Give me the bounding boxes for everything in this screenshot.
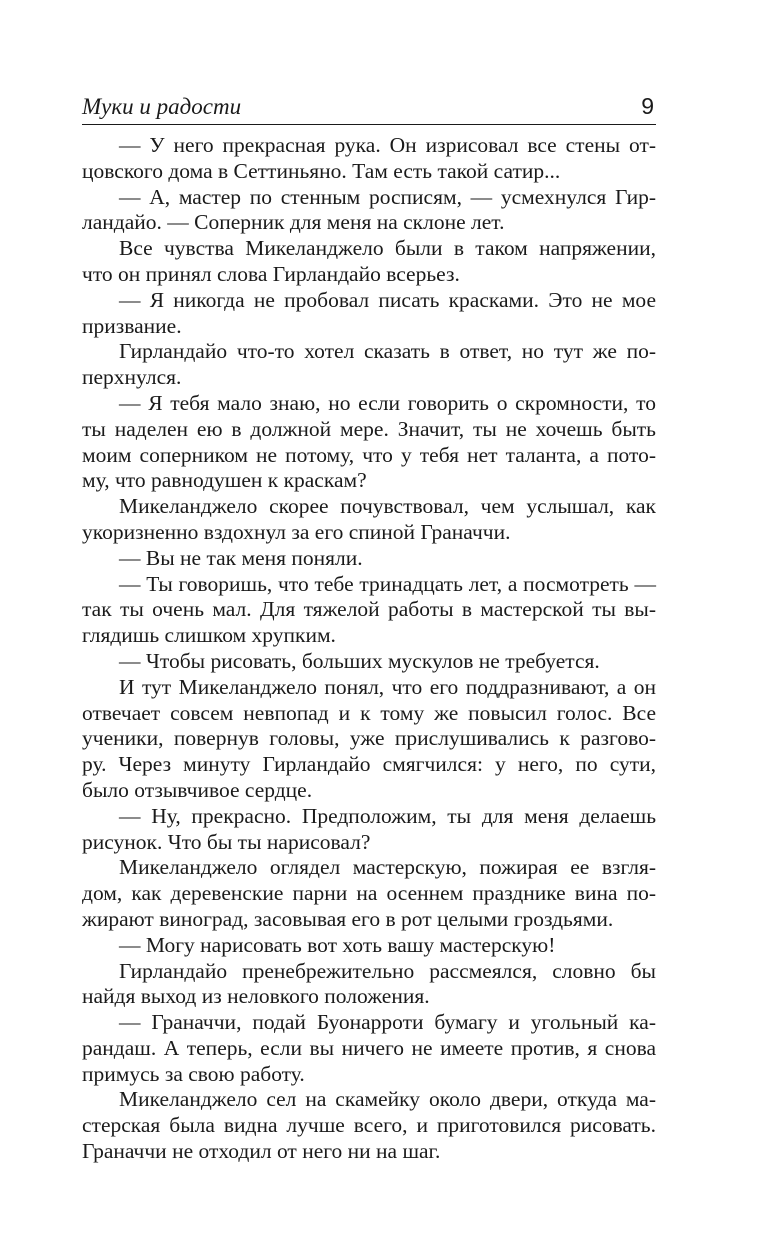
running-header (82, 86, 656, 125)
text-line: жирают виноград, засовывая его в рот целыми гроздьями. (82, 906, 614, 931)
text-line: — Чтобы рисовать, больших мускулов не требуется. (119, 648, 600, 673)
text-line: так ты очень мал. Для тяжелой работы в мастерской ты вы- (82, 597, 656, 622)
text-line: было отзывчивое сердце. (82, 777, 313, 802)
text-line: призвание. (82, 313, 182, 338)
book-title: Муки и радости (82, 94, 242, 119)
text-line: ру. Через минуту Гирландайо смягчился: у него, по сути, (82, 752, 656, 777)
text-line: — Я тебя мало знаю, но если говорить о скромности, то (119, 390, 656, 415)
text-line: примусь за свою работу. (82, 1061, 305, 1086)
text-line: дом, как деревенские парни на осеннем празднике вина по- (82, 881, 656, 906)
text-line: — Могу нарисовать вот хоть вашу мастерскую! (119, 932, 556, 957)
text-line: му, что равнодушен к краскам? (82, 468, 367, 493)
text-line: — Ну, прекрасно. Предположим, ты для меня делаешь (119, 803, 656, 828)
text-line: Граначчи не отходил от него ни на шаг. (82, 1139, 441, 1164)
text-line: найдя выход из неловкого положения. (82, 984, 430, 1009)
text-line: — У него прекрасная рука. Он изрисовал все стены от- (119, 133, 656, 157)
text-line: Все чувства Микеланджело были в таком напряжении, (119, 236, 656, 261)
book-page (82, 86, 656, 1165)
body-text (82, 133, 656, 1165)
text-line: ландайо. — Соперник для меня на склоне лет. (82, 210, 505, 235)
text-line: ты наделен ею в должной мере. Значит, ты не хочешь быть (82, 416, 656, 441)
text-line: укоризненно вздохнул за его спиной Граначчи. (82, 519, 511, 544)
text-line: цовского дома в Сеттиньяно. Там есть такой сатир... (82, 158, 561, 183)
text-line: Микеланджело скорее почувствовал, чем услышал, как (119, 494, 656, 519)
text-line: Микеланджело оглядел мастерскую, пожирая ее взгля- (119, 855, 656, 880)
text-line: И тут Микеланджело понял, что его поддразнивают, а он (119, 674, 656, 699)
text-line: — Ты говоришь, что тебе тринадцать лет, а посмотреть — (119, 571, 656, 596)
text-line: рандаш. А теперь, если вы ничего не имеете против, я снова (82, 1035, 656, 1060)
text-line: моим соперником не потому, что у тебя нет таланта, а пото- (82, 442, 656, 467)
text-line: стерская была видна лучше всего, и приготовился рисовать. (82, 1113, 656, 1138)
text-line: рисунок. Что бы ты нарисовал? (82, 829, 371, 854)
text-line: Гирландайо пренебрежительно рассмеялся, словно бы (119, 958, 656, 983)
text-line: глядишь слишком хрупким. (82, 623, 336, 648)
text-line: перхнулся. (82, 365, 182, 390)
text-line: отвечает совсем невпопад и к тому же повысил голос. Все (82, 700, 656, 725)
text-line: — Я никогда не пробовал писать красками. Это не мое (119, 287, 656, 312)
text-line: Гирландайо что-то хотел сказать в ответ, но тут же по- (119, 339, 656, 364)
text-line: — Граначчи, подай Буонарроти бумагу и угольный ка- (119, 1010, 656, 1035)
text-line: — Вы не так меня поняли. (119, 545, 363, 570)
text-line: — А, мастер по стенным росписям, — усмехнулся Гир- (119, 184, 656, 209)
text-line: что он принял слова Гирландайо всерьез. (82, 261, 460, 286)
text-line: ученики, повернув головы, уже прислушивались к разгово- (82, 726, 656, 751)
page-number: 9 (641, 93, 654, 119)
text-line: Микеланджело сел на скамейку около двери, откуда ма- (119, 1087, 656, 1112)
